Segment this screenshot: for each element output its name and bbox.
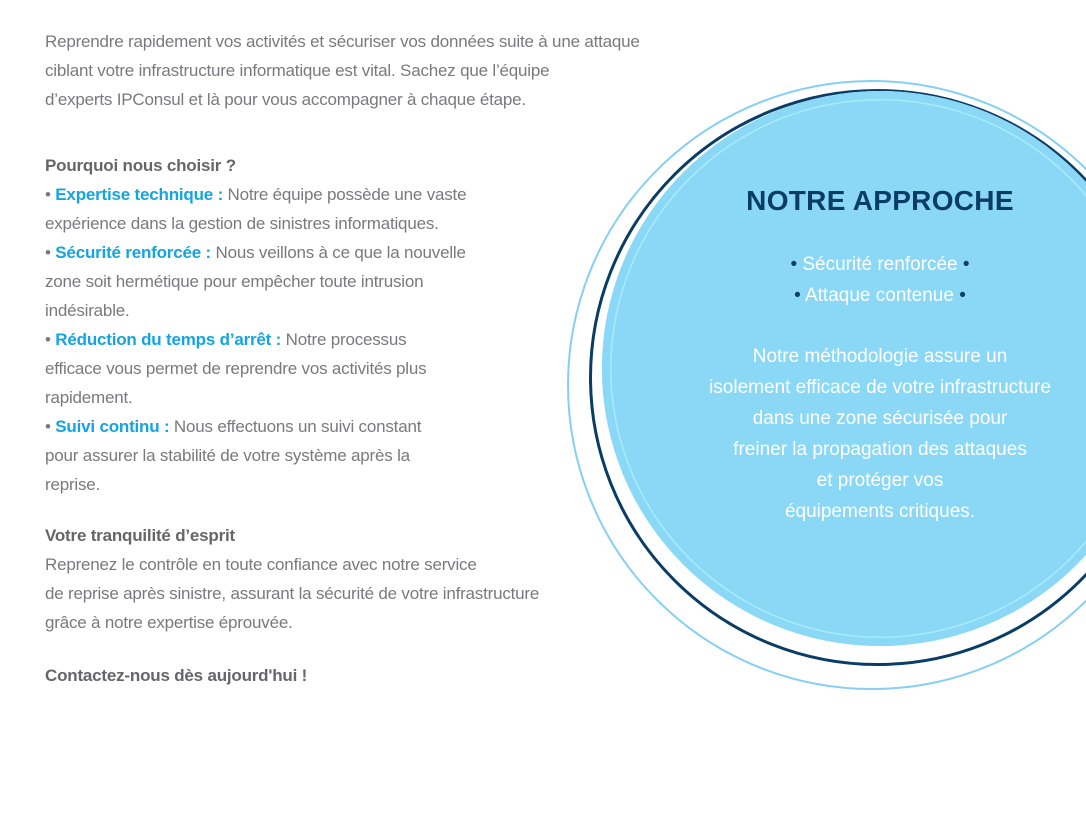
why-item-security (45, 238, 725, 325)
peace-line: de reprise après sinistre, assurant la sécurité de votre infrastructure (45, 584, 540, 603)
intro-line: Reprendre rapidement vos activités et sécuriser vos données suite à une attaque (45, 32, 640, 51)
why-item-text: expérience dans la gestion de sinistres informatiques. (45, 214, 439, 233)
why-item-monitoring (45, 412, 725, 499)
peace-paragraph (45, 550, 725, 637)
peace-heading: Votre tranquilité d’esprit (45, 526, 236, 545)
approach-tag (630, 249, 1086, 280)
bullet: • (790, 254, 798, 275)
approach-description-line: Notre méthodologie assure un (752, 346, 1008, 367)
approach-description-line: isolement efficace de votre infrastructure (709, 377, 1051, 398)
content-column (45, 27, 725, 690)
approach-description (630, 341, 1086, 527)
intro-line: ciblant votre infrastructure informatique est vital. Sachez que l’équipe (45, 61, 550, 80)
why-item-text: Nous veillons à ce que la nouvelle (210, 243, 466, 262)
approach-title: NOTRE APPROCHE (746, 185, 1014, 216)
why-item-downtime (45, 325, 725, 412)
why-item-text: indésirable. (45, 301, 130, 320)
why-item-text: Nous effectuons un suivi constant (169, 417, 422, 436)
approach-tag-label: Attaque contenue (804, 285, 954, 306)
approach-tags (630, 249, 1086, 311)
approach-tag (630, 280, 1086, 311)
why-item-keyword: Réduction du temps d’arrêt : (55, 330, 282, 349)
why-list (45, 180, 725, 499)
bullet: • (45, 417, 51, 436)
approach-description-line: dans une zone sécurisée pour (752, 408, 1008, 429)
bullet: • (45, 185, 51, 204)
peace-line: grâce à notre expertise éprouvée. (45, 613, 293, 632)
why-item-keyword: Sécurité renforcée : (55, 243, 211, 262)
bullet: • (794, 285, 801, 306)
why-item-text: pour assurer la stabilité de votre système après la (45, 446, 410, 465)
why-item-text: rapidement. (45, 388, 133, 407)
bullet: • (45, 243, 51, 262)
approach-tag-label: Sécurité renforcée (802, 254, 958, 275)
approach-description-line: freiner la propagation des attaques (733, 439, 1027, 460)
approach-description-line: et protéger vos (816, 470, 944, 491)
why-item-text: Notre équipe possède une vaste (223, 185, 467, 204)
bullet: • (45, 330, 51, 349)
bullet: • (962, 254, 970, 275)
why-item-text: reprise. (45, 475, 101, 494)
why-heading: Pourquoi nous choisir ? (45, 156, 236, 175)
approach-content (630, 175, 1086, 527)
why-item-text: efficace vous permet de reprendre vos activités plus (45, 359, 427, 378)
intro-line: d’experts IPConsul et là pour vous accompagner à chaque étape. (45, 90, 526, 109)
peace-line: Reprenez le contrôle en toute confiance avec notre service (45, 555, 477, 574)
intro-paragraph (45, 27, 805, 114)
why-item-text: Notre processus (281, 330, 407, 349)
why-item-text: zone soit hermétique pour empêcher toute intrusion (45, 272, 424, 291)
bullet: • (959, 285, 966, 306)
contact-cta[interactable]: Contactez-nous dès aujourd'hui ! (45, 666, 308, 685)
why-item-expertise (45, 180, 725, 238)
why-item-keyword: Expertise technique : (55, 185, 224, 204)
why-item-keyword: Suivi continu : (55, 417, 170, 436)
approach-description-line: équipements critiques. (784, 501, 976, 522)
